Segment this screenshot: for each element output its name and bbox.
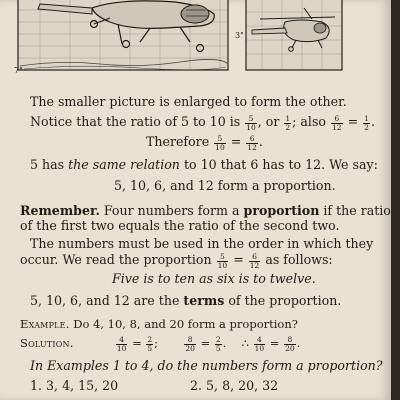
small-helicopter-picture	[235, 0, 342, 70]
fraction: $\frac{5}{10}$	[217, 252, 228, 270]
fraction: $\frac{1}{2}$	[285, 114, 291, 132]
right-dimension-label: 3"	[235, 31, 244, 40]
exercise-text: 3, 4, 15, 20	[46, 378, 119, 393]
fraction: $\frac{1}{2}$	[364, 114, 369, 132]
left-dimension-label: 7"	[14, 66, 23, 74]
text: .	[258, 134, 263, 149]
text: =	[230, 134, 242, 149]
solution-label: Solution.	[20, 336, 74, 350]
paragraph-order-line1: The numbers must be used in the order in which they	[30, 236, 374, 251]
text: Do 4, 10, 8, and 20 form a proportion?	[73, 317, 298, 331]
text: Four numbers form a	[103, 203, 240, 218]
paragraph-enlargement: The smaller picture is enlarged to form the other.	[30, 94, 347, 109]
remember-label: Remember.	[20, 203, 100, 218]
term-terms: terms	[183, 293, 225, 308]
term-proportion: proportion	[243, 203, 320, 218]
text: ;	[154, 336, 159, 350]
fraction: $\frac{8}{20}$	[185, 335, 195, 353]
text: ; also	[292, 114, 326, 129]
text: 5 has	[30, 157, 65, 172]
paragraph-remember	[20, 203, 391, 218]
paragraph-ratio-note	[30, 114, 375, 132]
exercise-number: 2.	[190, 378, 203, 393]
text: of the proportion.	[228, 293, 342, 308]
helicopter-illustration	[0, 0, 391, 74]
large-helicopter-picture	[14, 0, 228, 74]
example-question	[20, 317, 371, 331]
text: Therefore	[146, 134, 210, 149]
text: =	[347, 114, 359, 129]
text: if the ratio	[323, 203, 391, 218]
text: 5, 10, 6, and 12 are the	[30, 293, 180, 308]
text: to 10 that 6 has to 12. We say:	[183, 157, 378, 172]
paragraph-therefore	[146, 135, 371, 152]
paragraph-terms	[30, 294, 371, 308]
paragraph-remember-line2: of the first two equals the ratio of the second two.	[20, 218, 340, 233]
fraction: $\frac{2}{5}$	[147, 335, 153, 353]
text: =	[233, 252, 244, 267]
emphasis: the same relation	[68, 157, 180, 172]
text: =	[132, 336, 142, 350]
paragraph-order-line2	[20, 253, 371, 270]
paragraph-same-relation	[30, 157, 378, 172]
paragraph-form-proportion: 5, 10, 6, and 12 form a proportion.	[114, 178, 336, 193]
proportion-reading: Five is to ten as six is to twelve.	[112, 271, 316, 286]
example-label: Example.	[20, 317, 70, 331]
text: occur. We read the proportion	[20, 252, 212, 267]
fraction: $\frac{5}{10}$	[215, 134, 225, 152]
fraction: $\frac{6}{12}$	[332, 114, 342, 132]
fraction: $\frac{2}{5}$	[215, 335, 221, 353]
exercise-item	[30, 378, 118, 393]
text: .	[222, 336, 227, 350]
exercise-item	[190, 378, 278, 393]
text: =	[269, 336, 280, 350]
text: =	[200, 336, 211, 350]
text: Notice that the ratio of 5 to 10 is	[30, 114, 241, 129]
solution-line	[20, 336, 371, 353]
fraction: $\frac{5}{10}$	[246, 114, 256, 132]
text: .	[296, 336, 301, 350]
fraction: $\frac{8}{20}$	[285, 335, 295, 353]
fraction: $\frac{4}{10}$	[116, 335, 127, 353]
fraction: $\frac{6}{12}$	[247, 134, 257, 152]
text: .	[370, 114, 375, 129]
exercise-instructions: In Examples 1 to 4, do the numbers form a proportion?	[30, 358, 383, 373]
therefore-symbol: ∴	[241, 336, 249, 350]
fraction: $\frac{4}{10}$	[254, 335, 265, 353]
fraction: $\frac{6}{12}$	[249, 252, 260, 270]
text: as follows:	[265, 252, 333, 267]
exercise-number: 1.	[30, 378, 43, 393]
exercise-text: 5, 8, 20, 32	[206, 378, 279, 393]
text: , or	[257, 114, 280, 129]
